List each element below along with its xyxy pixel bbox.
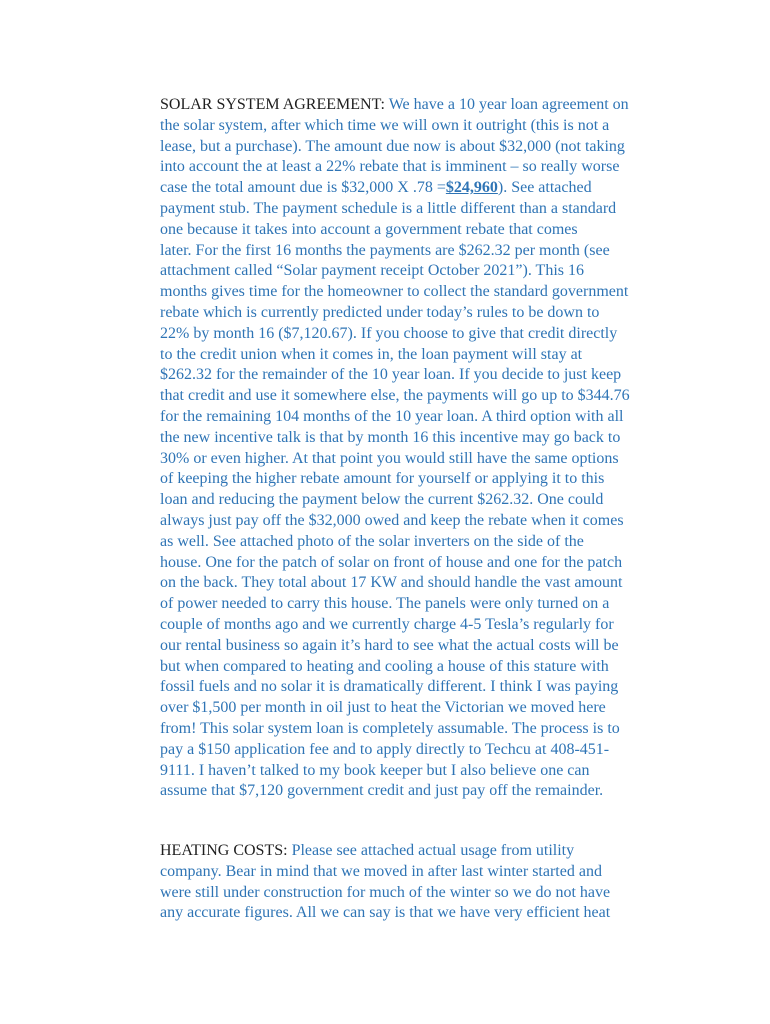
paragraph-line: assume that $7,120 government credit and just pay off the remainder.	[160, 782, 604, 800]
line-text: We have a 10 year loan agreement on	[385, 96, 629, 113]
paragraph-line: always just pay off the $32,000 owed and keep the rebate when it comes	[160, 511, 624, 529]
solar-agreement-paragraph	[160, 95, 680, 802]
paragraph-line: that credit and use it somewhere else, the payments will go up to $344.76	[160, 387, 630, 405]
paragraph-line: any accurate figures. All we can say is that we have very efficient heat	[160, 904, 611, 922]
paragraph-line: of keeping the higher rebate amount for yourself or applying it to this	[160, 470, 605, 488]
paragraph-line: later. For the first 16 months the payments are $262.32 per month (see	[160, 241, 610, 259]
paragraph-line: to the credit union when it comes in, the loan payment will stay at	[160, 345, 583, 363]
paragraph-line: payment stub. The payment schedule is a little different than a standard	[160, 199, 617, 217]
paragraph-line: fossil fuels and no solar it is dramatically different. I think I was paying	[160, 678, 619, 696]
total-line-after: ). See attached	[497, 179, 592, 197]
paragraph-line: $262.32 for the remainder of the 10 year loan. If you decide to just keep	[160, 366, 622, 384]
paragraph-line: 22% by month 16 ($7,120.67). If you choose to give that credit directly	[160, 324, 618, 342]
paragraph-line: on the back. They total about 17 KW and should handle the vast amount	[160, 574, 623, 592]
paragraph-line: but when compared to heating and cooling a house of this stature with	[160, 657, 609, 675]
paragraph-line: the new incentive talk is that by month 16 this incentive may go back to	[160, 428, 621, 446]
solar-agreement-heading: SOLAR SYSTEM AGREEMENT:	[160, 96, 385, 113]
paragraph-line: for the remaining 104 months of the 10 year loan. A third option with all	[160, 407, 624, 425]
paragraph-line: 9111. I haven’t talked to my book keeper but I also believe one can	[160, 761, 590, 779]
paragraph-line: 30% or even higher. At that point you would still have the same options	[160, 449, 619, 467]
total-line-before: case the total amount due is $32,000 X .78 =	[160, 179, 446, 197]
paragraph-line: couple of months ago and we currently charge 4-5 Tesla’s regularly for	[160, 615, 614, 633]
line-text: Please see attached actual usage from utility	[287, 842, 575, 859]
paragraph-line: of power needed to carry this house. The panels were only turned on a	[160, 595, 610, 613]
paragraph-line: were still under construction for much of the winter so we do not have	[160, 883, 611, 901]
paragraph-line: rebate which is currently predicted under today’s rules to be down to	[160, 303, 600, 321]
paragraph-line: company. Bear in mind that we moved in after last winter started and	[160, 862, 602, 880]
paragraph-line: one because it takes into account a government rebate that comes	[160, 220, 578, 238]
paragraph-line: lease, but a purchase). The amount due now is about $32,000 (not taking	[160, 137, 625, 155]
paragraph-line: house. One for the patch of solar on front of house and one for the patch	[160, 553, 623, 571]
paragraph-line	[160, 95, 680, 116]
paragraph-line	[160, 841, 680, 862]
paragraph-line: pay a $150 application fee and to apply directly to Techcu at 408-451-	[160, 740, 610, 758]
paragraph-line: from! This solar system loan is completely assumable. The process is to	[160, 719, 620, 737]
total-amount-highlight: $24,960	[445, 179, 498, 197]
heating-costs-heading: HEATING COSTS:	[160, 842, 288, 859]
paragraph-line: the solar system, after which time we will own it outright (this is not a	[160, 116, 610, 134]
paragraph-line	[160, 178, 680, 199]
paragraph-line: into account the at least a 22% rebate that is imminent – so really worse	[160, 158, 620, 176]
heating-costs-paragraph	[160, 841, 680, 924]
paragraph-line: loan and reducing the payment below the current $262.32. One could	[160, 491, 604, 509]
paragraph-line: months gives time for the homeowner to collect the standard government	[160, 283, 629, 301]
paragraph-line: as well. See attached photo of the solar inverters on the side of the	[160, 532, 584, 550]
paragraph-line: over $1,500 per month in oil just to heat the Victorian we moved here	[160, 699, 606, 717]
paragraph-line: our rental business so again it’s hard to see what the actual costs will be	[160, 636, 619, 654]
paragraph-line: attachment called “Solar payment receipt October 2021”). This 16	[160, 262, 584, 280]
